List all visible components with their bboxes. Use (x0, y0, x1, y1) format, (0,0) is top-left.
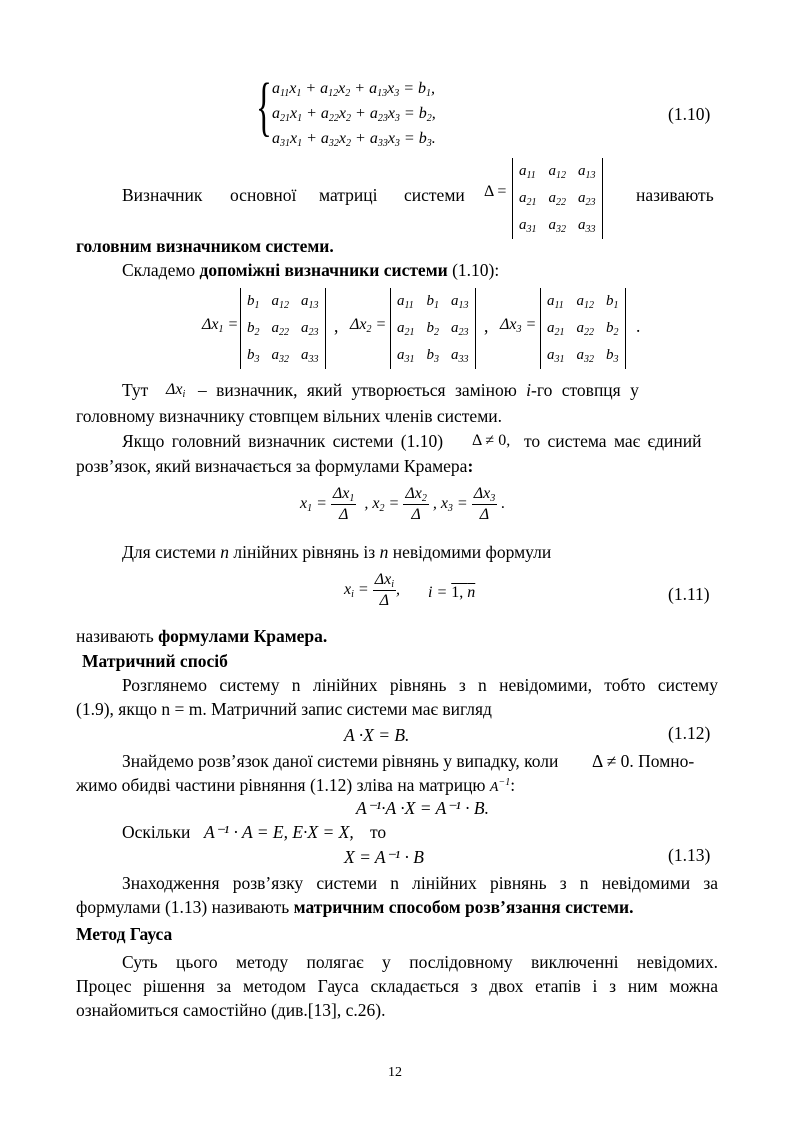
paragraph-main-determinant (122, 183, 202, 207)
paragraph-called (76, 624, 327, 648)
text: : (467, 456, 474, 476)
paragraph-aux-dets (122, 258, 499, 282)
range: i = 1, n (428, 584, 476, 601)
det-x2: $a_{11}$ $b_1$ $a_{13}$ $a_{21}$ $b_2$ $a_{23}$ $a_{31}$ $b_3$ $a_{33}$ (390, 288, 476, 369)
formula-identity: A⁻¹ · A = E, E·X = X, (204, 822, 354, 842)
formula-1-12: A ·X = B. (344, 725, 410, 745)
text: жимо обидві частини рівняння (1.12) зліва на матрицю $A^{-1}$: (76, 775, 516, 795)
comma: , (334, 316, 339, 336)
text: Суть цього методу полягає у послідовному виключенні невідомих. (122, 952, 718, 972)
delta-x1-label: $\Delta x_1$ = (202, 316, 239, 335)
equation-number: (1.10) (668, 104, 711, 124)
text: Якщо головний визначник системи (1.10) (122, 431, 444, 451)
text: Знаходження розв’язку системи n лінійних рівнянь з n невідомими за (122, 873, 718, 893)
equation-number: (1.13) (668, 845, 711, 865)
text: то (370, 822, 387, 842)
page-number: 12 (388, 1065, 402, 1080)
main-determinant: $a_{11}$ $a_{12}$ $a_{13}$ $a_{21}$ $a_{22}$ $a_{23}$ $a_{31}$ $a_{32}$ $a_{33}$ (512, 158, 603, 239)
heading-gauss-method: Метод Гауса (76, 924, 173, 944)
word: основної (230, 185, 297, 205)
text: Знайдемо розв’язок даної системи рівнянь у випадку, коли (122, 751, 559, 771)
text: Розглянемо систему n лінійних рівнянь з n невідомими, тобто систему (122, 675, 718, 695)
bold-term: матричним способом розв’язання системи. (293, 897, 634, 917)
system-row-1: $a_{11}x_1 + a_{12}x_2 + a_{13}x_3 = b_1$, (272, 80, 435, 99)
system-row-2: $a_{21}x_1 + a_{22}x_2 + a_{23}x_3 = b_2$, (272, 105, 436, 124)
text: жимо обидві частини рівняння (1.12) зліва на матрицю (76, 775, 486, 795)
formula-1-13: X = A⁻¹ · B (344, 847, 424, 867)
word: матриці (319, 185, 378, 205)
text: (1.10): (447, 260, 500, 280)
word: Визначник (122, 185, 203, 205)
det-x1: $b_1$ $a_{12}$ $a_{13}$ $b_2$ $a_{22}$ $a_{23}$ $b_3$ $a_{32}$ $a_{33}$ (240, 288, 326, 369)
text: головному визначнику стовпцем вільних членів системи. (76, 406, 503, 426)
paragraph-cramer (76, 454, 473, 478)
text (76, 895, 633, 919)
text: Оскільки (122, 822, 191, 842)
text: називають (76, 626, 159, 646)
text: формулами (1.13) називають (76, 897, 294, 917)
brace: { (256, 70, 272, 143)
text: Процес рішення за методом Гауса складається з двох етапів і з ним можна (76, 976, 718, 996)
condition: Δ ≠ 0, (472, 432, 511, 449)
delta-x3-label: $\Delta x_3$ = (500, 316, 537, 335)
heading-matrix-method: Матричний спосіб (82, 651, 228, 671)
text: – визначник, який утворюється заміною (198, 380, 527, 400)
det-x3: $a_{11}$ $a_{12}$ $b_1$ $a_{21}$ $a_{22}$ $b_2$ $a_{31}$ $a_{32}$ $b_3$ (540, 288, 626, 369)
text: n (220, 542, 229, 562)
word: називають (636, 185, 714, 205)
bold-term: формулами Крамера. (158, 626, 328, 646)
period: . (636, 316, 641, 336)
bold-term: допоміжні визначники системи (199, 260, 448, 280)
text: (1.9), якщо n = m. Матричний запис системи має вигляд (76, 699, 492, 719)
equation-number: (1.12) (668, 723, 711, 743)
delta-xi: $\Delta x_i$ (166, 381, 186, 400)
text: розв’язок, який визначається за формулами Крамера (76, 456, 468, 476)
text: Для системи (122, 542, 221, 562)
cramer-formulas: $x_1$ = $\frac{\Delta x_1}{\Delta}$ , $x_2$ = $\frac{\Delta x_2}{\Delta}$ , $x_3$ = $\frac{\Delta x_3}{\Delta}$ . (300, 485, 506, 523)
word: системи (404, 185, 465, 205)
text: ознайомиться самостійно (див.[13], с.26). (76, 1000, 386, 1020)
text: -го стовпця у (531, 380, 639, 400)
text: невідомими формули (388, 542, 552, 562)
delta-x2-label: $\Delta x_2$ = (350, 316, 387, 335)
text: Δ ≠ 0. Помно- (592, 751, 695, 771)
comma: , (484, 316, 489, 336)
text: n (379, 542, 389, 562)
equation-number: (1.11) (668, 584, 710, 604)
system-row-3: $a_{31}x_1 + a_{32}x_2 + a_{33}x_3 = b_3$. (272, 130, 436, 149)
formula-1-11: $x_i$ = $\frac{\Delta x_i}{\Delta}$ , (344, 571, 400, 609)
text: Складемо (122, 260, 200, 280)
text: лінійних рівнянь із (228, 542, 380, 562)
text: Тут (122, 380, 149, 400)
formula-multiply: A⁻¹·A ·X = A⁻¹ · B. (356, 798, 489, 818)
paragraph-tut (198, 378, 718, 402)
delta-symbol: Δ = (484, 183, 507, 200)
text: то система має єдиний (524, 431, 702, 451)
text: i (526, 380, 532, 400)
paragraph-n-system (122, 540, 551, 564)
bold-term-main-det: головним визначником системи. (76, 236, 334, 256)
